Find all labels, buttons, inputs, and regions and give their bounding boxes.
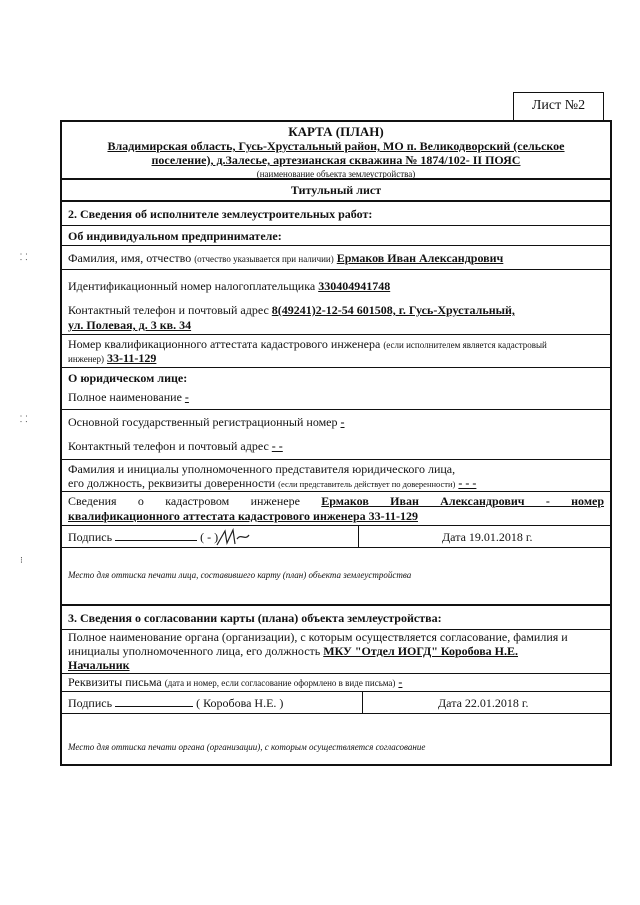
object-name-caption: (наименование объекта землеустройства) bbox=[256, 169, 416, 179]
legal-contact-line bbox=[68, 439, 604, 454]
inn-line bbox=[68, 279, 604, 294]
fio-label: Фамилия, имя, отчество bbox=[68, 251, 192, 265]
legal-heading: О юридическом лице: bbox=[68, 371, 188, 385]
engineer-prefix: Сведения о кадастровом инженере bbox=[68, 494, 300, 508]
inn-label: Идентификационный номер налогоплательщика bbox=[68, 279, 316, 293]
legal-name-label: Полное наименование bbox=[68, 390, 182, 404]
stamp-note-2: Место для оттиска печати лица, составившего карту (план) объекта землеустройства bbox=[68, 570, 412, 580]
legal-block bbox=[62, 368, 610, 410]
contact-value-1: 8(49241)2-12-54 601508, г. Гусь-Хрустальный, bbox=[271, 303, 515, 317]
stamp-area-2 bbox=[62, 548, 610, 606]
ogrn-label: Основной государственный регистрационный номер bbox=[68, 415, 338, 429]
title-sheet-row bbox=[62, 180, 610, 202]
engineer-value-1: Ермаков Иван Александрович - номер bbox=[321, 494, 605, 508]
header-block bbox=[62, 122, 610, 180]
ip-heading: Об индивидуальном предпринимателе: bbox=[68, 229, 282, 243]
signature-line-3 bbox=[68, 696, 358, 711]
stamp-area-3 bbox=[62, 714, 610, 764]
signature-blank bbox=[115, 706, 193, 707]
ogrn-line bbox=[68, 415, 604, 430]
margin-mark: ⸬ bbox=[20, 252, 28, 262]
signature-blank bbox=[115, 540, 197, 541]
signature-value: ( - ) bbox=[200, 530, 219, 544]
org-line-2 bbox=[68, 644, 604, 659]
org-row bbox=[62, 630, 610, 674]
signature-divider bbox=[362, 692, 363, 713]
engineer-value-2: квалификационного аттестата кадастрового инженера 33-11-129 bbox=[68, 509, 418, 523]
rep-value: - - - bbox=[458, 476, 477, 490]
letter-line bbox=[68, 675, 604, 691]
section2-heading-row bbox=[62, 202, 610, 226]
inn-value: 330404941748 bbox=[318, 279, 391, 293]
org-value-1: МКУ "Отдел ИОГД" Коробова Н.Е. bbox=[323, 644, 519, 658]
date-3: Дата 22.01.2018 г. bbox=[438, 696, 529, 710]
engineer-line-1 bbox=[68, 494, 604, 509]
fio-row bbox=[62, 246, 610, 270]
cert-value: 33-11-129 bbox=[107, 351, 157, 365]
form-frame bbox=[60, 120, 612, 766]
ogrn-contact-block bbox=[62, 410, 610, 460]
fio-note: (отчество указывается при наличии) bbox=[194, 254, 334, 264]
fio-value: Ермаков Иван Александрович bbox=[336, 251, 504, 265]
contact-value-2: ул. Полевая, д. 3 кв. 34 bbox=[68, 318, 192, 332]
org-text-1: Полное наименование органа (организации), с которым осуществляется согласование, фамилия и bbox=[68, 630, 568, 644]
cert-row bbox=[62, 334, 610, 368]
rep-line-2: его должность, реквизиты доверенности bbox=[68, 476, 276, 490]
fio-line bbox=[68, 251, 604, 267]
org-value-2: Начальник bbox=[68, 658, 130, 672]
ip-details-block bbox=[62, 270, 610, 334]
margin-mark: ⸬ bbox=[20, 414, 28, 424]
cert-label: Номер квалификационного аттестата кадастрового инженера bbox=[68, 337, 381, 351]
signature-row-2 bbox=[62, 526, 610, 548]
legal-contact-label: Контактный телефон и почтовый адрес bbox=[68, 439, 269, 453]
signature-line-2 bbox=[68, 530, 358, 545]
contact-line bbox=[68, 303, 604, 318]
letter-value: - bbox=[398, 675, 403, 689]
margin-mark: ⁝ bbox=[20, 555, 23, 565]
letter-label: Реквизиты письма bbox=[68, 675, 162, 689]
object-name-line2: поселение), д.Залесье, артезианская скважина № 1874/102- II ПОЯС bbox=[151, 153, 521, 167]
legal-name-line bbox=[68, 390, 604, 405]
signature-value: ( Коробова Н.Е. ) bbox=[196, 696, 284, 710]
section3-heading-row bbox=[62, 606, 610, 630]
cert-line-2 bbox=[68, 351, 604, 367]
letter-note: (дата и номер, если согласование оформлено в виде письма) bbox=[164, 678, 396, 688]
contact-label: Контактный телефон и почтовый адрес bbox=[68, 303, 269, 317]
org-text-2: инициалы уполномоченного лица, его должность bbox=[68, 644, 321, 658]
rep-note: (если представитель действует по доверенности) bbox=[278, 479, 456, 489]
legal-contact-value: - - bbox=[271, 439, 283, 453]
legal-name-value: - bbox=[184, 390, 189, 404]
stamp-note-3: Место для оттиска печати органа (организации), с которым осуществляется согласование bbox=[68, 742, 426, 752]
rep-line-2-wrap bbox=[68, 476, 604, 492]
ip-heading-row bbox=[62, 226, 610, 246]
section3-heading: 3. Сведения о согласовании карты (плана) объекта землеустройства: bbox=[68, 611, 442, 625]
handwritten-signature-icon bbox=[213, 527, 253, 549]
object-name-line1: Владимирская область, Гусь-Хрустальный район, МО п. Великодворский (сельское bbox=[107, 139, 565, 153]
signature-label: Подпись bbox=[68, 530, 113, 544]
section2-heading: 2. Сведения об исполнителе землеустроительных работ: bbox=[68, 207, 373, 221]
cert-note-2: инженер) bbox=[68, 354, 105, 364]
signature-label: Подпись bbox=[68, 696, 113, 710]
date-2: Дата 19.01.2018 г. bbox=[442, 530, 533, 544]
signature-row-3 bbox=[62, 692, 610, 714]
ogrn-value: - bbox=[340, 415, 345, 429]
cert-note-1: (если исполнителем является кадастровый bbox=[383, 340, 547, 350]
rep-line-1: Фамилия и инициалы уполномоченного представителя юридического лица, bbox=[68, 462, 456, 476]
form-title: КАРТА (ПЛАН) bbox=[288, 124, 384, 139]
sheet-number-label: Лист №2 bbox=[513, 92, 604, 120]
representative-row bbox=[62, 460, 610, 492]
engineer-row bbox=[62, 492, 610, 526]
title-sheet-label: Титульный лист bbox=[290, 183, 382, 197]
letter-row bbox=[62, 674, 610, 692]
signature-divider bbox=[358, 526, 359, 547]
